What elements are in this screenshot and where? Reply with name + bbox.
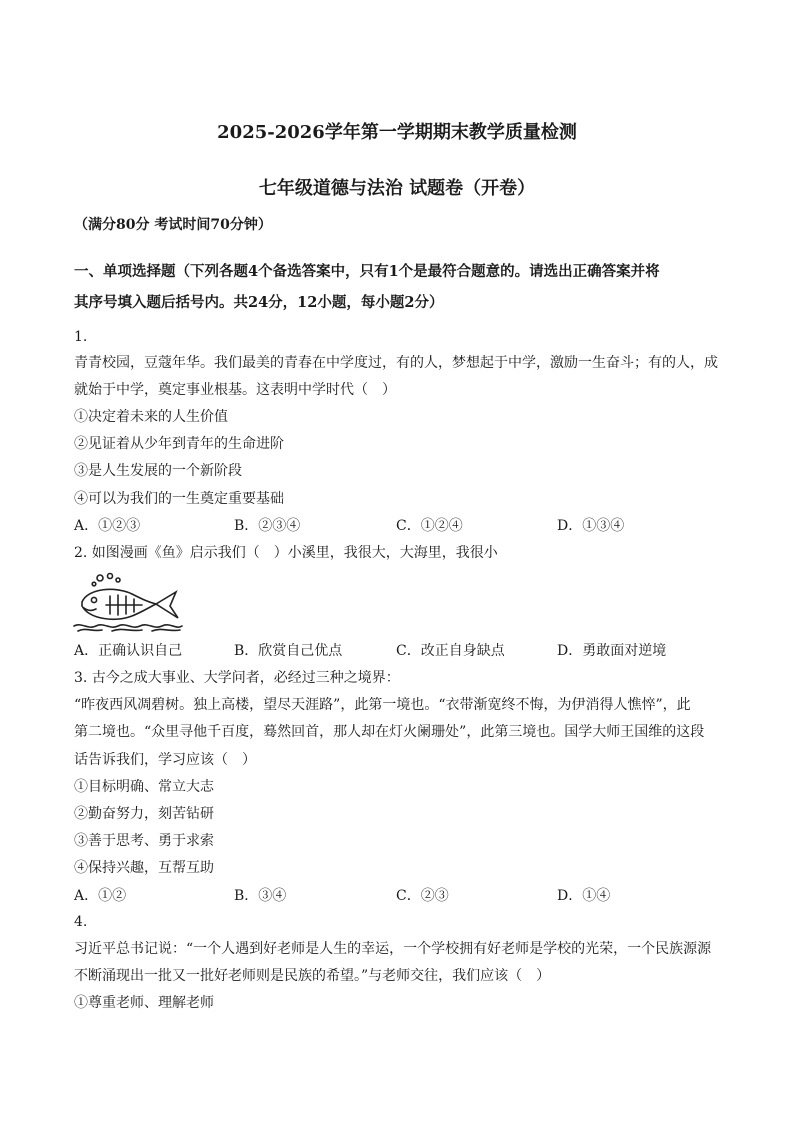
fish-cartoon-image <box>72 572 184 632</box>
q3-option-d: D．①④ <box>557 888 611 904</box>
q1-stem-line1: 青青校园，豆蔻年华。我们最美的青春在中学度过，有的人，梦想起于中学，激励一生奋斗；有的人，成 <box>74 355 718 371</box>
section-heading-line1: 一、单项选择题（下列各题4个备选答案中，只有1个是最符合题意的。请选出正确答案并将 <box>74 263 660 280</box>
q1-number: 1. <box>74 329 88 345</box>
q3-option-b: B．③④ <box>234 888 287 904</box>
q1-item-1: ①决定着未来的人生价值 <box>74 409 228 425</box>
q1-option-b: B．②③④ <box>234 518 301 534</box>
q3-option-a: A．①② <box>74 888 127 904</box>
q3-item-2: ②勤奋努力，刻苦钻研 <box>74 806 214 822</box>
q1-stem-line2: 就始于中学，奠定事业根基。这表明中学时代（ ） <box>74 382 396 398</box>
q2-option-a: A．正确认识自己 <box>74 643 183 659</box>
section-heading-line2: 其序号填入题后括号内。共24分，12小题，每小题2分） <box>74 294 444 311</box>
q2-option-d: D．勇敢面对逆境 <box>557 643 667 659</box>
q3-option-c: C．②③ <box>396 888 449 904</box>
q2-option-b: B．欣赏自己优点 <box>234 643 343 659</box>
q2-option-c: C．改正自身缺点 <box>396 643 505 659</box>
q3-stem-line2: “昨夜西风凋碧树。独上高楼，望尽天涯路”，此第一境也。“衣带渐宽终不悔，为伊消得人憔悴”，此 <box>74 697 691 713</box>
q3-stem-line1: 3. 古今之成大事业、大学问者，必经过三种之境界： <box>74 670 400 686</box>
q4-item-1: ①尊重老师、理解老师 <box>74 995 214 1011</box>
q1-option-a: A．①②③ <box>74 518 141 534</box>
q3-item-4: ④保持兴趣，互帮互助 <box>74 860 214 876</box>
q1-option-c: C．①②④ <box>396 518 463 534</box>
q2-stem: 2. 如图漫画《鱼》启示我们（ ）小溪里，我很大，大海里，我很小 <box>74 545 498 561</box>
q3-stem-line3: 第二境也。“众里寻他千百度，蓦然回首，那人却在灯火阑珊处”，此第三境也。国学大师王国维的这段 <box>74 724 705 740</box>
q3-stem-line4: 话告诉我们，学习应该（ ） <box>74 752 256 768</box>
q3-item-1: ①目标明确、常立大志 <box>74 779 214 795</box>
exam-title: 2025-2026学年第一学期期末教学质量检测 <box>217 122 577 143</box>
q1-option-d: D．①③④ <box>557 518 625 534</box>
q3-item-3: ③善于思考、勇于求索 <box>74 833 214 849</box>
exam-subtitle: 七年级道德与法治 试题卷（开卷） <box>258 178 536 199</box>
q1-item-2: ②见证着从少年到青年的生命进阶 <box>74 436 284 452</box>
q4-number: 4. <box>74 914 88 930</box>
q1-item-4: ④可以为我们的一生奠定重要基础 <box>74 491 284 507</box>
q1-item-3: ③是人生发展的一个新阶段 <box>74 463 242 479</box>
q4-stem-line1: 习近平总书记说：“一个人遇到好老师是人生的幸运，一个学校拥有好老师是学校的光荣，一个民族源源 <box>74 941 712 957</box>
score-note: （满分80分 考试时间70分钟） <box>74 217 272 233</box>
q4-stem-line2: 不断涌现出一批又一批好老师则是民族的希望。”与老师交往，我们应该（ ） <box>74 968 551 984</box>
